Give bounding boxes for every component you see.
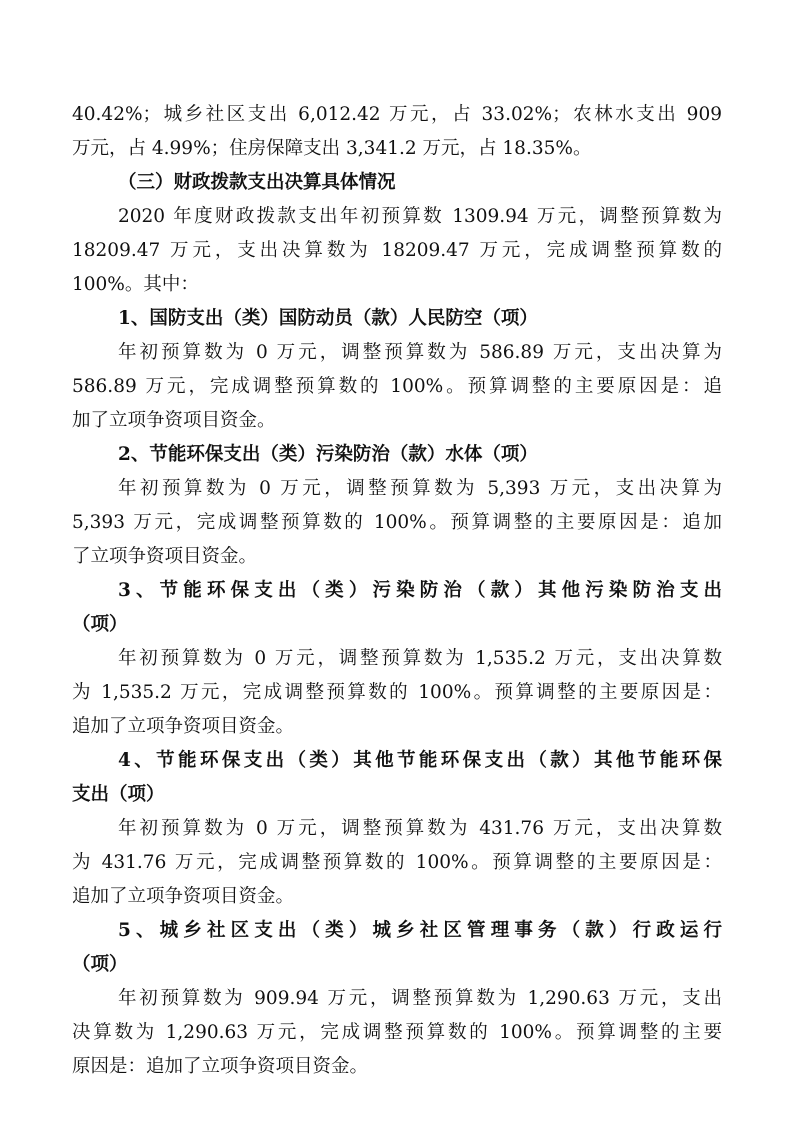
paragraph-line: 年初预算数为 0 万元，调整预算数为 586.89 万元，支出决算为 xyxy=(118,342,722,363)
paragraph-line: 586.89 万元，完成调整预算数的 100%。预算调整的主要原因是：追 xyxy=(72,376,722,397)
item-heading: 4、节能环保支出（类）其他节能环保支出（款）其他节能环保 xyxy=(118,750,722,771)
paragraph-line: 追加了立项争资项目资金。 xyxy=(72,716,295,737)
paragraph-line: 100%。其中： xyxy=(72,274,199,295)
paragraph-line: 万元，占 4.99%；住房保障支出 3,341.2 万元，占 18.35%。 xyxy=(72,138,592,159)
paragraph-line: 为 1,535.2 万元，完成调整预算数的 100%。预算调整的主要原因是： xyxy=(72,682,722,703)
paragraph-line: 加了立项争资项目资金。 xyxy=(72,410,276,431)
item-heading: 3、节能环保支出（类）污染防治（款）其他污染防治支出 xyxy=(118,580,722,601)
paragraph-line: 18209.47 万元，支出决算数为 18209.47 万元，完成调整预算数的 xyxy=(72,240,722,261)
item-heading: 支出（项） xyxy=(72,784,165,805)
section-heading: （三）财政拨款支出决算具体情况 xyxy=(118,172,396,193)
paragraph-line: 决算数为 1,290.63 万元，完成调整预算数的 100%。预算调整的主要 xyxy=(72,1022,722,1043)
item-heading: 5、城乡社区支出（类）城乡社区管理事务（款）行政运行 xyxy=(118,920,722,941)
paragraph-line: 年初预算数为 0 万元，调整预算数为 5,393 万元，支出决算为 xyxy=(118,478,722,499)
item-heading: 1、国防支出（类）国防动员（款）人民防空（项） xyxy=(118,308,538,329)
paragraph-line: 为 431.76 万元，完成调整预算数的 100%。预算调整的主要原因是： xyxy=(72,852,722,873)
item-heading: （项） xyxy=(72,954,128,975)
paragraph-line: 追加了立项争资项目资金。 xyxy=(72,886,295,907)
paragraph-line: 了立项争资项目资金。 xyxy=(72,546,258,567)
item-heading: 2、节能环保支出（类）污染防治（款）水体（项） xyxy=(118,444,538,465)
paragraph-line: 年初预算数为 0 万元，调整预算数为 1,535.2 万元，支出决算数 xyxy=(118,648,722,669)
paragraph-line: 年初预算数为 909.94 万元，调整预算数为 1,290.63 万元，支出 xyxy=(118,988,722,1009)
paragraph-line: 原因是：追加了立项争资项目资金。 xyxy=(72,1056,369,1077)
paragraph-line: 年初预算数为 0 万元，调整预算数为 431.76 万元，支出决算数 xyxy=(118,818,722,839)
paragraph-line: 5,393 万元，完成调整预算数的 100%。预算调整的主要原因是：追加 xyxy=(72,512,722,533)
paragraph-line: 40.42%；城乡社区支出 6,012.42 万元，占 33.02%；农林水支出 909 xyxy=(72,104,722,125)
item-heading: （项） xyxy=(72,614,128,635)
paragraph-line: 2020 年度财政拨款支出年初预算数 1309.94 万元，调整预算数为 xyxy=(118,206,722,227)
